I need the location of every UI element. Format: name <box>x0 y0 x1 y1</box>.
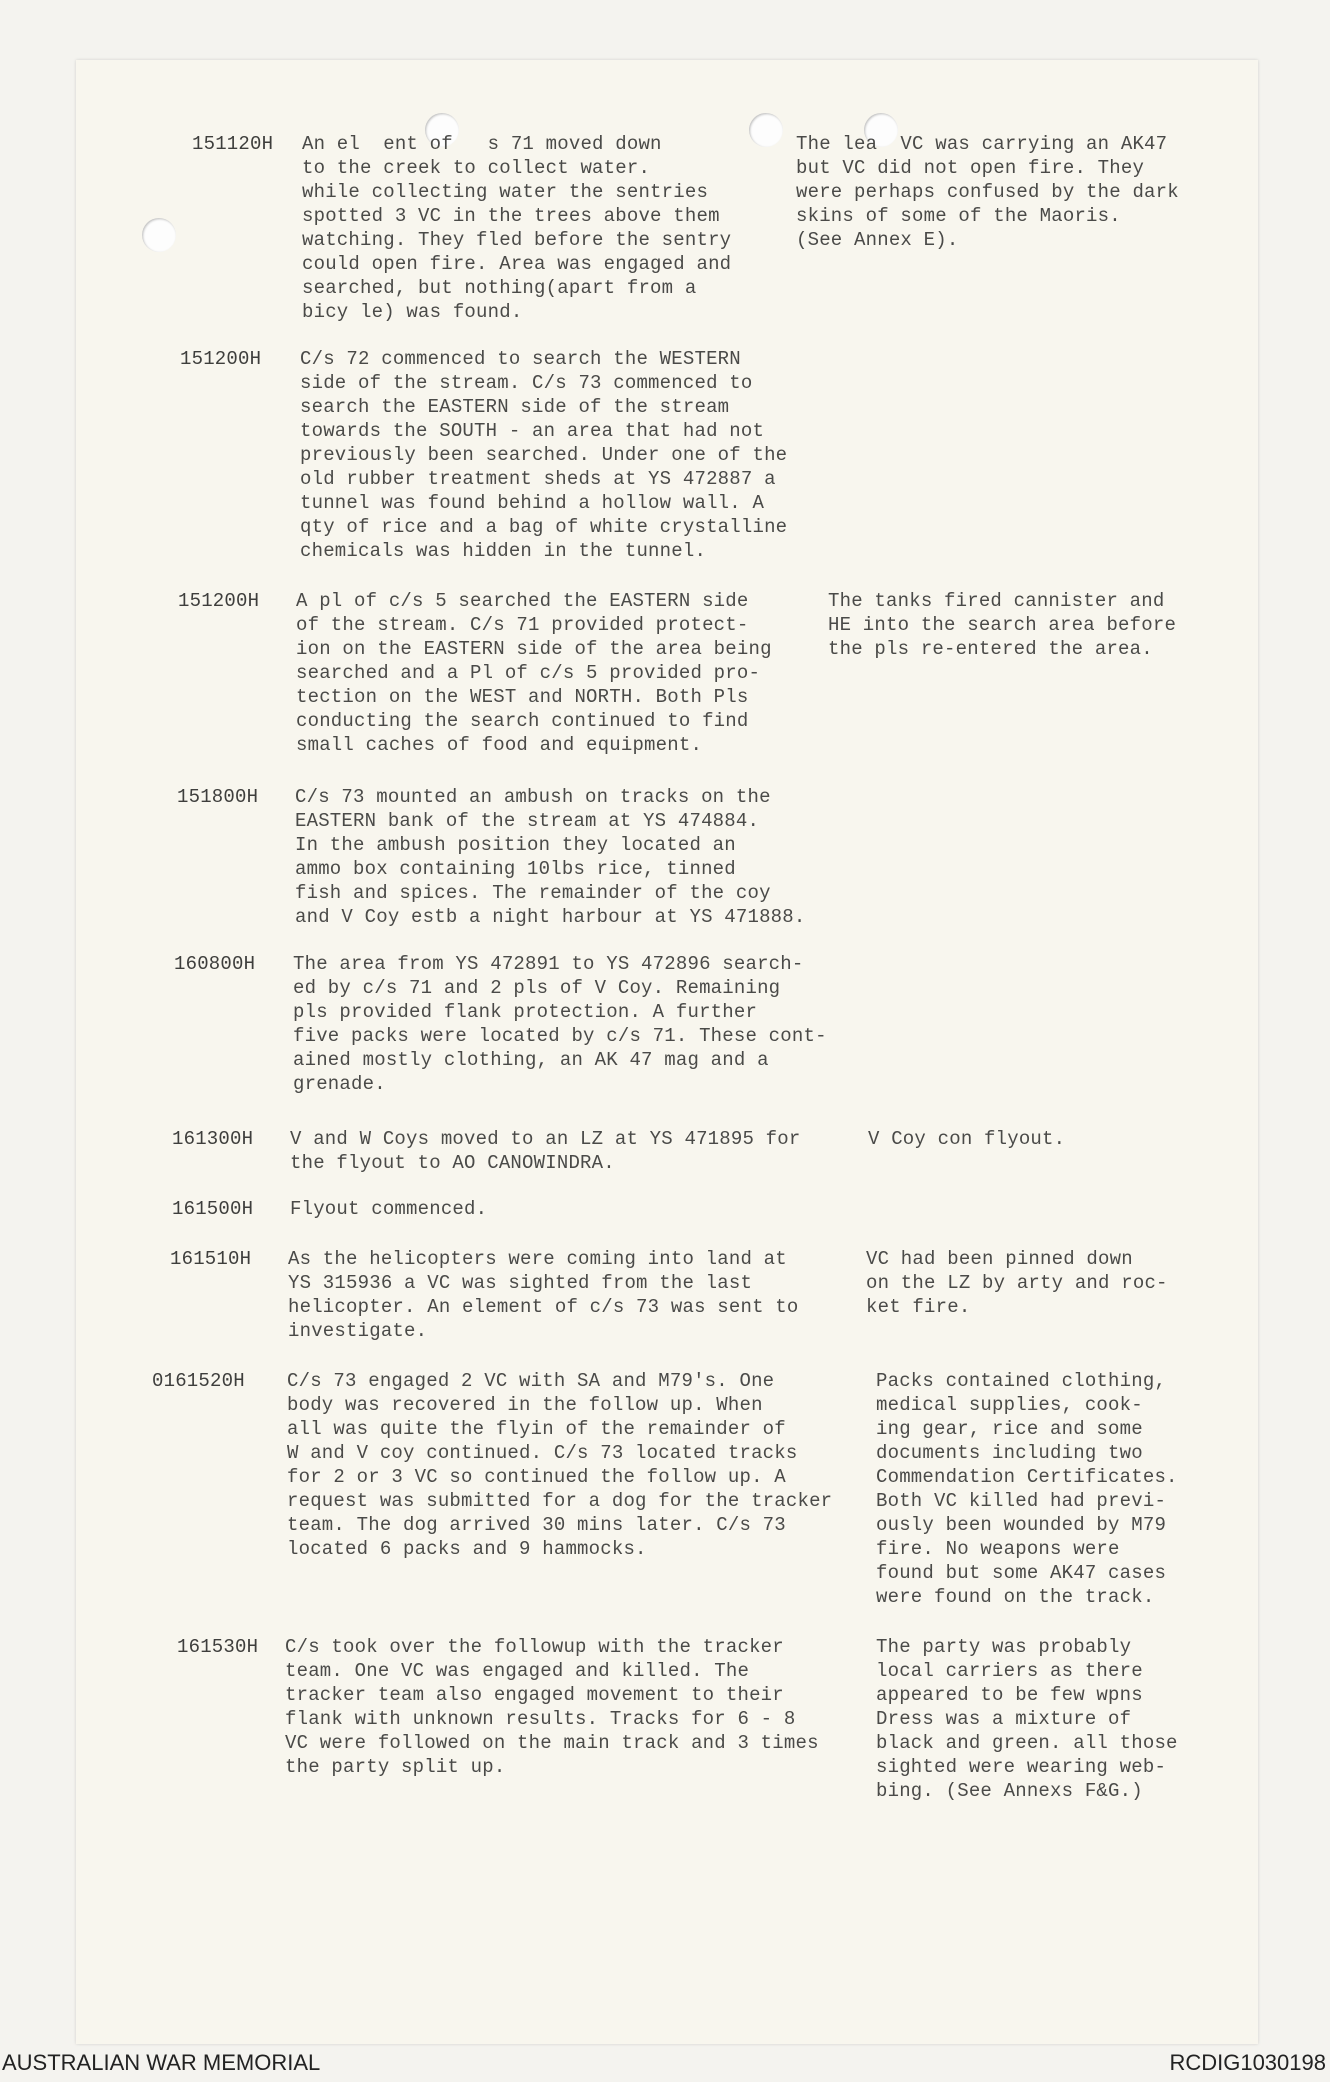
entry-note: Packs contained clothing, medical supplies, cook- ing gear, rice and some documents including two Commendation Certificates. Both VC killed had previ- ously been wounded by M79 fire. No weapons were found but some AK47 cases were found on the track. <box>876 1370 1178 1608</box>
entry-text: Flyout commenced. <box>290 1198 488 1220</box>
entry-text: As the helicopters were coming into land at YS 315936 a VC was sighted from the last helicopter. An element of c/s 73 was sent to investigate. <box>288 1248 799 1342</box>
entry-time: 151120H <box>192 133 274 155</box>
entry-note: VC had been pinned down on the LZ by arty and roc- ket fire. <box>866 1248 1168 1318</box>
entry-time: 0161520H <box>152 1370 245 1392</box>
entry-time: 161500H <box>172 1198 254 1220</box>
entry-time: 151800H <box>177 786 259 808</box>
punch-hole <box>749 113 783 147</box>
footer-id: RCDIG1030198 <box>1169 2050 1326 2075</box>
entry-text: C/s 73 mounted an ambush on tracks on the EASTERN bank of the stream at YS 474884. In the ambush position they located an ammo box containing 10lbs rice, tinned fish and spices. The remainder of the coy and V Coy estb a night harbour at YS 471888. <box>295 786 806 928</box>
entry-time: 161530H <box>177 1636 259 1658</box>
entry-note: V Coy con flyout. <box>868 1128 1066 1150</box>
entry-text: V and W Coys moved to an LZ at YS 471895 for the flyout to AO CANOWINDRA. <box>290 1128 801 1174</box>
entry-note: The party was probably local carriers as there appeared to be few wpns Dress was a mixture of black and green. all those sighted were wearing web- bing. (See Annexs F&G.) <box>876 1636 1178 1802</box>
entry-time: 151200H <box>180 348 262 370</box>
entry-text: C/s 72 commenced to search the WESTERN side of the stream. C/s 73 commenced to search the EASTERN side of the stream towards the SOUTH - an area that had not previously been searched. Under one of the old rubber treatment sheds at YS 472887 a tunnel was found behind a hollow wall. A qty of rice and a bag of white crystalline chemicals was hidden in the tunnel. <box>300 348 788 562</box>
entry-text: A pl of c/s 5 searched the EASTERN side of the stream. C/s 71 provided protect- ion on the EASTERN side of the area being searched and a Pl of c/s 5 provided pro- tection on the WEST and NORTH. Both Pls conducting the search continued to find small caches of food and equipment. <box>296 590 772 756</box>
entry-time: 161510H <box>170 1248 252 1270</box>
entry-text: The area from YS 472891 to YS 472896 search- ed by c/s 71 and 2 pls of V Coy. Remaining pls provided flank protection. A further five packs were located by c/s 71. These cont- ained mostly clothing, an AK 47 mag and a grenade. <box>293 953 827 1095</box>
entry-text: C/s took over the followup with the tracker team. One VC was engaged and killed. The tracker team also engaged movement to their flank with unknown results. Tracks for 6 - 8 VC were followed on the main track and 3 times the party split up. <box>285 1636 819 1778</box>
punch-hole <box>142 218 176 252</box>
entry-time: 160800H <box>174 953 256 975</box>
entry-text: C/s 73 engaged 2 VC with SA and M79's. One body was recovered in the follow up. When all was quite the flyin of the remainder of W and V coy continued. C/s 73 located tracks for 2 or 3 VC so continued the follow up. A request was submitted for a dog for the tracker team. The dog arrived 30 mins later. C/s 73 located 6 packs and 9 hammocks. <box>287 1370 833 1560</box>
entry-note: The lea VC was carrying an AK47 but VC did not open fire. They were perhaps confused by the dark skins of some of the Maoris. (See Annex E). <box>796 133 1179 251</box>
entry-time: 151200H <box>178 590 260 612</box>
entry-note: The tanks fired cannister and HE into the search area before the pls re-entered the area. <box>828 590 1177 660</box>
entry-text: An el ent of s 71 moved down to the creek to collect water. while collecting water the sentries spotted 3 VC in the trees above them watching. They fled before the sentry could open fire. Area was engaged and searched, but nothing(apart from a bicy le) was found. <box>302 133 732 323</box>
footer-source: AUSTRALIAN WAR MEMORIAL <box>2 2050 321 2075</box>
entry-time: 161300H <box>172 1128 254 1150</box>
